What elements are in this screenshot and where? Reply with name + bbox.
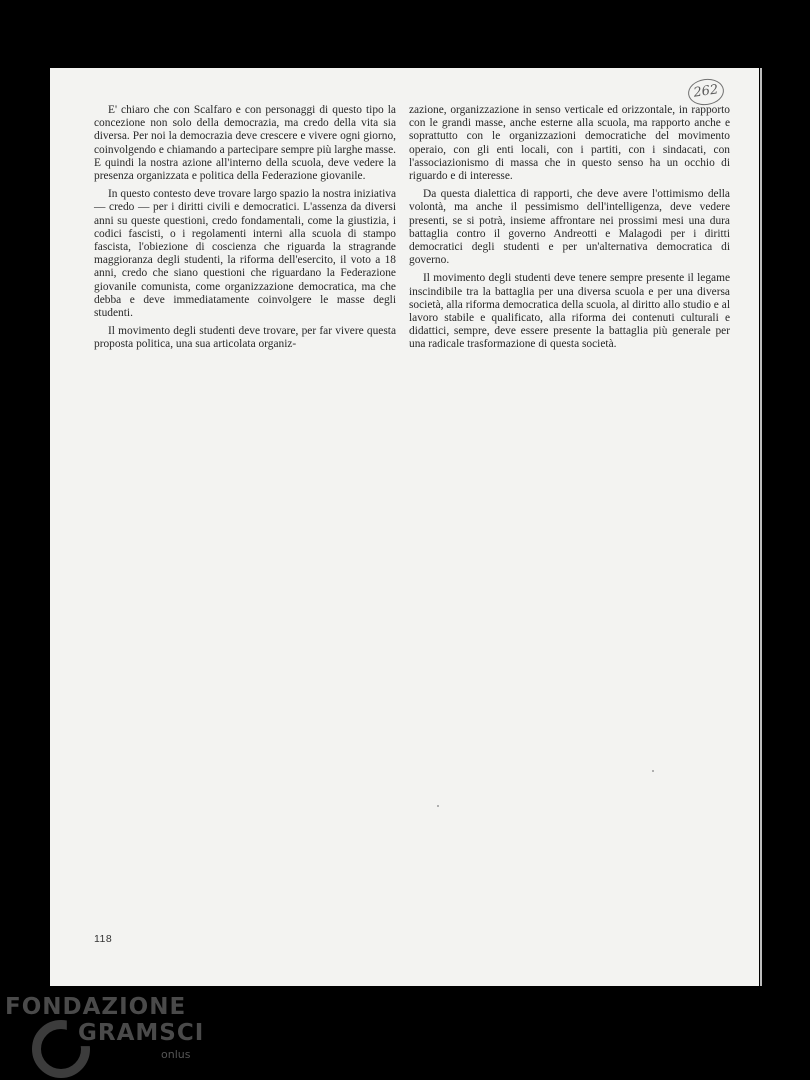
scan-speck [437,805,439,807]
paragraph: Il movimento degli studenti deve trovare, per far vivere questa proposta politica, una sua articolata organiz- [94,325,396,351]
paragraph: In questo contesto deve trovare largo spazio la nostra iniziativa — credo — per i diritti civili e democratici. L'assenza da diversi anni su queste questioni, credo fondamentali, come la giustizia, i codici fascisti, o i regolamenti interni alla scuola di stampo fascista, l'obiezione di coscienza che riguarda la stragrande maggioranza degli studenti, la riforma dell'esercito, il voto a 18 anni, credo che siano questioni che riguardano la Federazione giovanile comunista, come organizzazione democratica, ma che debba e deve immediatamente coinvolgere le masse degli studenti. [94,188,396,320]
text-column-left [94,104,396,357]
logo-text-fondazione: FONDAZIONE [5,994,187,1020]
logo-text-gramsci: GRAMSCI [78,1020,205,1046]
paragraph: zazione, organizzazione in senso verticale ed orizzontale, in rapporto con le grandi masse, anche esterne alla scuola, ma rapporto anche e soprattutto con le organizzazioni democratiche del movimento operaio, con gli enti locali, con i partiti, con i sindacati, con l'associazionismo di massa che in questo senso ha un occhio di riguardo e di interesse. [409,104,730,183]
paragraph: Da questa dialettica di rapporti, che deve avere l'ottimismo della volontà, ma anche il pessimismo dell'intelligenza, deve vedere presenti, se si potrà, insieme affrontare nei prossimi mesi una dura battaglia contro il governo Andreotti e Malagodi per i diritti democratici degli studenti e per un'alternativa democratica di governo. [409,188,730,267]
fondazione-gramsci-logo [2,990,232,1080]
text-column-right [409,104,730,357]
paragraph: Il movimento degli studenti deve tenere sempre presente il legame inscindibile tra la battaglia per una diversa scuola e per una diversa società, alla riforma democratica della scuola, al diritto allo studio e al lavoro stabile e qualificato, alla riforma dei contenuti culturali e didattici, sempre, deve essere presente la battaglia più generale per una radicale trasformazione di questa società. [409,272,730,351]
scan-speck [652,770,654,772]
archive-page-stamp: 262 [686,77,725,108]
paragraph: E' chiaro che con Scalfaro e con personaggi di questo tipo la concezione non solo della democrazia, ma credo della vita sia diversa. Per noi la democrazia deve crescere e vivere ogni giorno, coinvolgendo e chiamando a partecipare sempre più larghe masse. E quindi la nostra azione all'interno della scuola, deve vedere la presenza organizzata e politica della Federazione giovanile. [94,104,396,183]
logo-text-onlus: onlus [161,1048,191,1061]
page-edge-shadow [760,68,762,986]
page-number: 118 [94,933,113,945]
